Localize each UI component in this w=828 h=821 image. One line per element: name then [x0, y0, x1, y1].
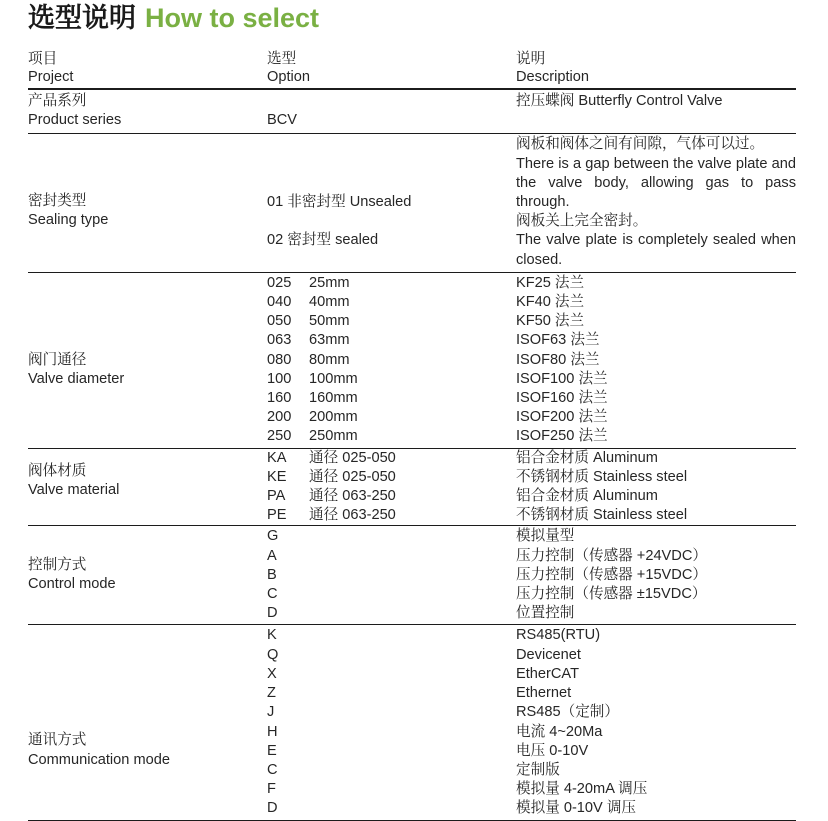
material-label	[28, 449, 265, 526]
comm-label	[28, 626, 265, 818]
material-options	[265, 449, 516, 526]
control-label-en: Control mode	[28, 576, 116, 593]
option-line	[267, 312, 516, 331]
description-line: ISOF250 法兰	[516, 428, 608, 445]
description-line: ISOF160 法兰	[516, 390, 608, 407]
option-code: A	[267, 547, 277, 564]
option-code: KE	[267, 468, 287, 485]
option-code: 025	[267, 274, 292, 291]
product-option	[265, 92, 516, 130]
header-description	[516, 50, 796, 86]
description-line: 不锈钢材质 Stainless steel	[516, 468, 688, 485]
header-description-zh: 说明	[516, 51, 546, 67]
diameter-label-zh: 阀门通径	[28, 352, 87, 369]
diameter-options	[265, 274, 516, 447]
option-code: C	[267, 761, 278, 778]
row-valve-diameter	[28, 273, 796, 449]
option-line	[267, 468, 516, 487]
product-label-en: Product series	[28, 112, 122, 129]
sealing-option-1-text: 01 非密封型 Unsealed	[267, 194, 412, 211]
option-line	[267, 351, 516, 370]
header-project-zh: 项目	[28, 51, 58, 67]
sealing-label-en: Sealing type	[28, 212, 109, 229]
option-code: G	[267, 528, 279, 545]
header-option-zh: 选型	[267, 51, 297, 67]
description-line: 模拟量 0-10V 调压	[516, 800, 637, 817]
option-line	[267, 408, 516, 427]
comm-descriptions	[516, 626, 796, 818]
description-line: 压力控制（传感器 ±15VDC）	[516, 586, 707, 603]
description-line: 压力控制（传感器 +15VDC）	[516, 566, 707, 583]
option-code: 040	[267, 294, 292, 311]
description-line: RS485(RTU)	[516, 627, 601, 644]
sealing-label	[28, 134, 265, 271]
description-line: 不锈钢材质 Stainless steel	[516, 507, 688, 524]
product-option-code: BCV	[267, 112, 298, 129]
option-size: 80mm	[309, 351, 350, 368]
product-description	[516, 92, 796, 130]
option-line	[267, 331, 516, 350]
sealing-subrow-unsealed	[265, 135, 796, 212]
sealing-desc-2-zh: 阀板关上完全密封。	[516, 213, 648, 230]
material-label-zh: 阀体材质	[28, 462, 87, 479]
row-control-mode	[28, 526, 796, 625]
option-size: 160mm	[309, 390, 358, 407]
description-line: ISOF63 法兰	[516, 332, 600, 349]
option-size: 63mm	[309, 332, 350, 349]
sealing-desc-1-zh: 阀板和阀体之间有间隙，气体可以过。	[516, 136, 765, 153]
comm-options	[265, 626, 516, 818]
option-code: B	[267, 566, 277, 583]
description-line: KF40 法兰	[516, 294, 585, 311]
option-line	[267, 370, 516, 389]
option-code: PE	[267, 507, 287, 524]
control-options	[265, 527, 516, 623]
diameter-label	[28, 274, 265, 447]
row-product-series	[28, 90, 796, 134]
option-line	[267, 427, 516, 446]
description-line: Ethernet	[516, 685, 572, 702]
row-sealing-type	[28, 134, 796, 272]
option-code: E	[267, 742, 277, 759]
sealing-option-2	[265, 212, 516, 270]
option-code: 050	[267, 313, 292, 330]
option-code: F	[267, 781, 276, 798]
product-description-text: 控压蝶阀 Butterfly Control Valve	[516, 93, 723, 109]
header-description-en: Description	[516, 69, 589, 85]
header-project	[28, 50, 265, 86]
option-code: Q	[267, 646, 279, 663]
comm-label-en: Communication mode	[28, 751, 170, 768]
option-line	[267, 449, 516, 468]
table-header	[28, 50, 796, 90]
description-line: 模拟量型	[516, 528, 575, 545]
control-label-block	[28, 556, 265, 594]
description-line: KF50 法兰	[516, 313, 585, 330]
description-line: KF25 法兰	[516, 274, 585, 291]
option-code: D	[267, 800, 278, 817]
option-line	[267, 389, 516, 408]
option-code: K	[267, 627, 277, 644]
description-line: EtherCAT	[516, 665, 579, 682]
option-range: 通径 025-050	[309, 468, 396, 485]
product-label	[28, 92, 265, 130]
sealing-option-1	[265, 135, 516, 212]
control-descriptions	[516, 527, 796, 623]
description-line: RS485（定制）	[516, 704, 619, 721]
sealing-subrow-sealed	[265, 212, 796, 270]
option-code: C	[267, 586, 278, 603]
option-code: 200	[267, 409, 292, 426]
diameter-label-en: Valve diameter	[28, 371, 125, 388]
option-line	[267, 274, 516, 293]
option-size: 200mm	[309, 409, 358, 426]
sealing-desc-1-en: There is a gap between the valve plate and the valve body, allowing gas to pass through.	[516, 155, 796, 211]
sealing-desc-2	[516, 212, 796, 270]
header-option-en: Option	[267, 69, 310, 85]
option-range: 通径 063-250	[309, 507, 396, 524]
option-code: D	[267, 605, 278, 622]
sealing-desc-2-en: The valve plate is completely sealed when closed.	[516, 232, 796, 268]
page-title	[28, 2, 796, 34]
option-code: 063	[267, 332, 292, 349]
selection-table	[28, 50, 796, 821]
option-code: H	[267, 723, 278, 740]
product-label-zh: 产品系列	[28, 93, 87, 109]
option-line	[267, 506, 516, 525]
comm-label-zh: 通讯方式	[28, 732, 87, 749]
control-label	[28, 527, 265, 623]
material-label-en: Valve material	[28, 482, 120, 499]
sealing-desc-1	[516, 135, 796, 212]
description-line: 定制版	[516, 761, 560, 778]
option-size: 100mm	[309, 370, 358, 387]
option-line	[267, 487, 516, 506]
option-range: 通径 025-050	[309, 449, 396, 466]
option-code: 100	[267, 370, 292, 387]
option-code: X	[267, 665, 277, 682]
comm-label-block	[28, 731, 265, 769]
option-code: PA	[267, 488, 286, 505]
option-size: 25mm	[309, 274, 350, 291]
option-code: 250	[267, 428, 292, 445]
description-line: 电流 4~20Ma	[516, 723, 603, 740]
option-code: Z	[267, 685, 276, 702]
option-code: J	[267, 704, 275, 721]
option-code: KA	[267, 449, 287, 466]
row-valve-material	[28, 449, 796, 527]
description-line: 位置控制	[516, 605, 575, 622]
description-line: 电压 0-10V	[516, 742, 589, 759]
header-project-en: Project	[28, 69, 74, 85]
description-line: 压力控制（传感器 +24VDC）	[516, 547, 707, 564]
page-title-zh: 选型说明	[28, 3, 136, 33]
control-label-zh: 控制方式	[28, 557, 87, 574]
option-size: 50mm	[309, 313, 350, 330]
option-size: 250mm	[309, 428, 358, 445]
description-line: 模拟量 4-20mA 调压	[516, 781, 648, 798]
sealing-label-block	[28, 192, 265, 230]
description-line: ISOF100 法兰	[516, 370, 608, 387]
description-line: ISOF80 法兰	[516, 351, 600, 368]
option-code: 080	[267, 351, 292, 368]
header-option	[265, 50, 516, 86]
description-line: ISOF200 法兰	[516, 409, 608, 426]
description-line: 铝合金材质 Aluminum	[516, 488, 658, 505]
option-code: 160	[267, 390, 292, 407]
sealing-label-zh: 密封类型	[28, 192, 87, 209]
description-line: 铝合金材质 Aluminum	[516, 449, 658, 466]
page-title-en: How to select	[145, 3, 320, 33]
sealing-body	[265, 134, 796, 271]
diameter-label-block	[28, 351, 265, 389]
row-communication-mode	[28, 625, 796, 820]
option-size: 40mm	[309, 294, 350, 311]
material-descriptions	[516, 449, 796, 526]
material-label-block	[28, 462, 265, 500]
sealing-option-2-text: 02 密封型 sealed	[267, 232, 379, 249]
description-line: Devicenet	[516, 646, 581, 663]
option-range: 通径 063-250	[309, 488, 396, 505]
diameter-descriptions	[516, 274, 796, 447]
option-line	[267, 293, 516, 312]
